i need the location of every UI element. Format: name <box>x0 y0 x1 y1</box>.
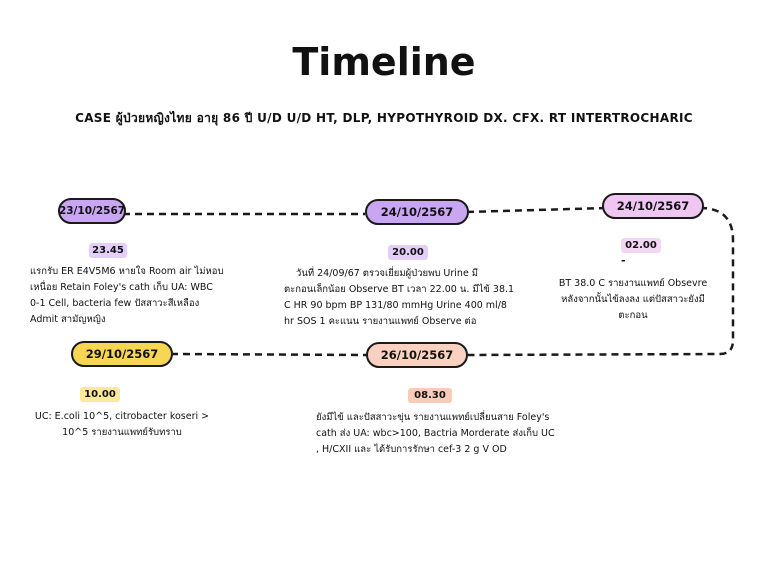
date-pill-3: 24/10/2567 <box>602 193 704 219</box>
event-note-4: ยังมีไข้ และปัสสาวะขุ่น รายงานแพทย์เปลี่ยนสาย Foley's cath ส่ง UA: wbc>100, Bactria Morderate ส่งเก็บ UC , H/CXII และ ได้รับการรักษา cef-3 2 g V OD <box>316 412 555 455</box>
time-badge-3: 02.00 <box>621 238 661 253</box>
date-pill-2: 24/10/2567 <box>365 199 469 225</box>
date-pill-1: 23/10/2567 <box>58 198 126 224</box>
time-badge-1: 23.45 <box>89 243 127 258</box>
date-pill-5: 29/10/2567 <box>71 341 173 367</box>
time-badge-4: 08.30 <box>408 388 452 403</box>
page-title: Timeline <box>292 40 476 84</box>
event-marker-3: - <box>621 254 626 267</box>
event-note-1: แรกรับ ER E4V5M6 หายใจ Room air ไม่หอบ เหนื่อย Retain Foley's cath เก็บ UA: WBC 0-1 Cell, bacteria few ปัสสาวะสีเหลือง Admit สามัญหญิง <box>30 266 224 325</box>
event-note-2: วันที่ 24/09/67 ตรวจเยี่ยมผู้ป่วยพบ Urine มี ตะกอนเล็กน้อย Observe BT เวลา 22.00 น. มีไข้ 38.1 C HR 90 bpm BP 131/80 mmHg Urine 400 ml/8 hr SOS 1 คะแนน รายงานแพทย์ Observe ต่อ <box>284 268 515 327</box>
time-badge-2: 20.00 <box>388 245 428 260</box>
date-pill-4: 26/10/2567 <box>366 342 468 368</box>
event-note-5: UC: E.coli 10^5, citrobacter koseri > 10^5 รายงานแพทย์รับทราบ <box>34 411 210 438</box>
event-note-3: BT 38.0 C รายงานแพทย์ Obsevre หลังจากนั้นไข้ลงลง แต่ปัสสาวะยังมี ตะกอน <box>558 278 708 321</box>
case-description: CASE ผู้ป่วยหญิงไทย อายุ 86 ปี U/D U/D HT, DLP, HYPOTHYROID DX. CFX. RT INTERTROCHARIC <box>75 111 693 125</box>
time-badge-5: 10.00 <box>80 387 120 402</box>
